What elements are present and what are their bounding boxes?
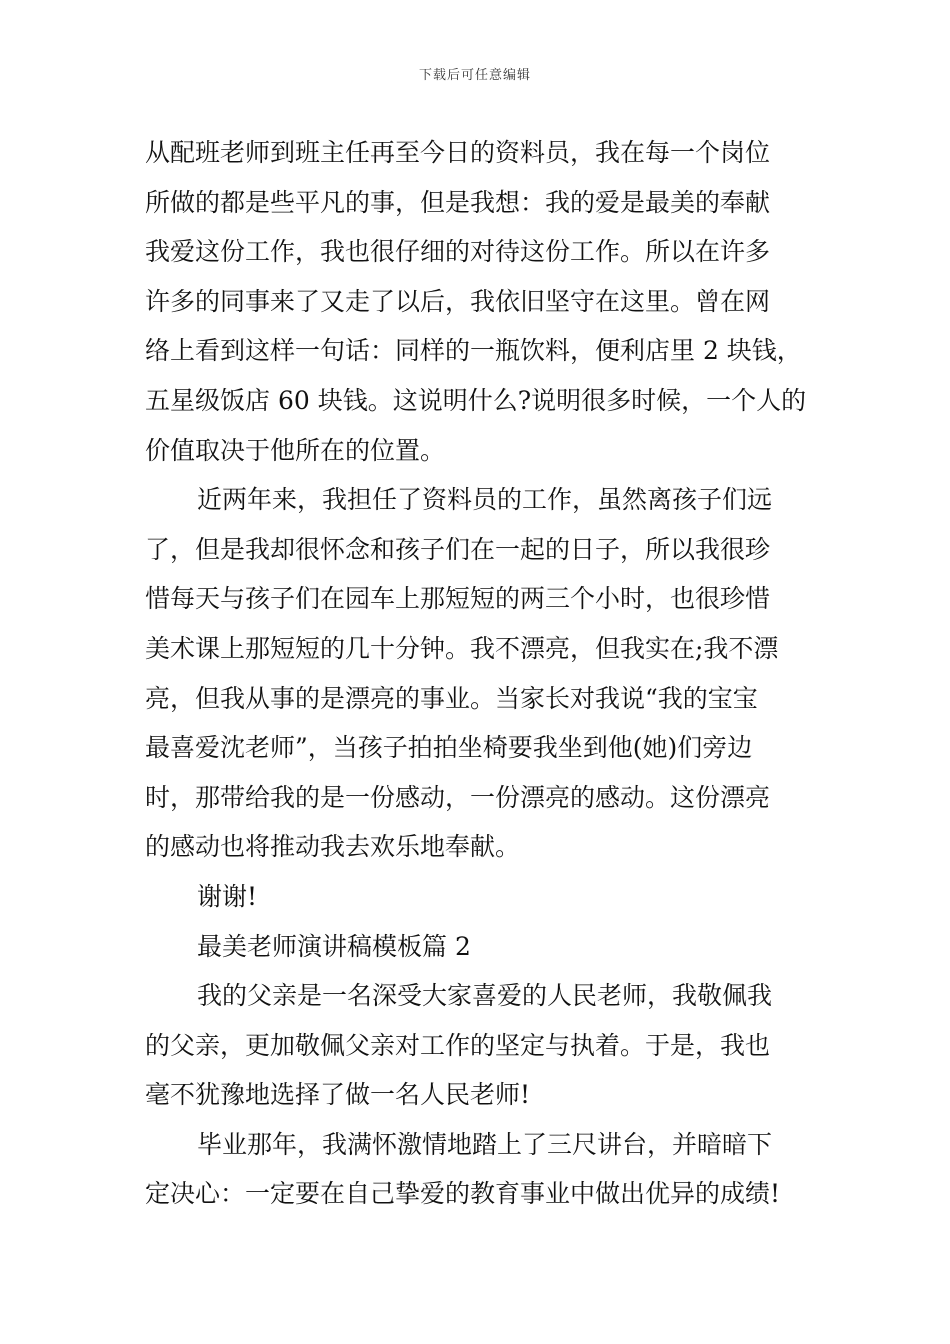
text-line: 时，那带给我的是一份感动，一份漂亮的感动。这份漂亮 xyxy=(145,782,771,812)
text-line: 毫不犹豫地选择了做一名人民老师! xyxy=(145,1080,531,1110)
document-body xyxy=(145,128,810,1219)
text-line: 五星级饭店 60 块钱。这说明什么?说明很多时候，一个人的 xyxy=(145,385,807,415)
text-line: 许多的同事来了又走了以后，我依旧坚守在这里。曾在网 xyxy=(145,286,771,316)
text-line: 的感动也将推动我去欢乐地奉献。 xyxy=(145,832,521,862)
paragraph-start-line: 毕业那年，我满怀激情地踏上了三尺讲台，并暗暗下 xyxy=(197,1129,773,1159)
text-line: 定决心：一定要在自己挚爱的教育事业中做出优异的成绩! xyxy=(145,1179,781,1209)
text-line: 美术课上那短短的几十分钟。我不漂亮，但我实在;我不漂 xyxy=(145,633,779,663)
section-title: 最美老师演讲稿模板篇 2 xyxy=(197,931,471,961)
text-line: 的父亲，更加敬佩父亲对工作的坚定与执着。于是，我也 xyxy=(145,1030,771,1060)
text-line: 最喜爱沈老师”，当孩子拍拍坐椅要我坐到他(她)们旁边 xyxy=(145,733,753,763)
text-line: 价值取决于他所在的位置。 xyxy=(145,435,446,465)
text-line: 所做的都是些平凡的事，但是我想：我的爱是最美的奉献 xyxy=(145,187,771,217)
text-line: 我爱这份工作，我也很仔细的对待这份工作。所以在许多 xyxy=(145,237,771,267)
paragraph-start-line: 我的父亲是一名深受大家喜爱的人民老师，我敬佩我 xyxy=(197,981,773,1011)
text-line: 亮，但我从事的是漂亮的事业。当家长对我说“我的宝宝 xyxy=(145,683,758,713)
paragraph-start-line: 近两年来，我担任了资料员的工作，虽然离孩子们远 xyxy=(197,485,773,515)
page-header: 下载后可任意编辑 xyxy=(418,68,531,83)
text-line: 从配班老师到班主任再至今日的资料员，我在每一个岗位 xyxy=(145,138,771,167)
text-line: 惜每天与孩子们在园车上那短短的两三个小时，也很珍惜 xyxy=(145,584,771,614)
text-line: 了，但是我却很怀念和孩子们在一起的日子，所以我很珍 xyxy=(145,534,771,564)
thanks-line: 谢谢! xyxy=(197,881,258,911)
text-line: 络上看到这样一句话：同样的一瓶饮料，便利店里 2 块钱， xyxy=(145,336,802,366)
